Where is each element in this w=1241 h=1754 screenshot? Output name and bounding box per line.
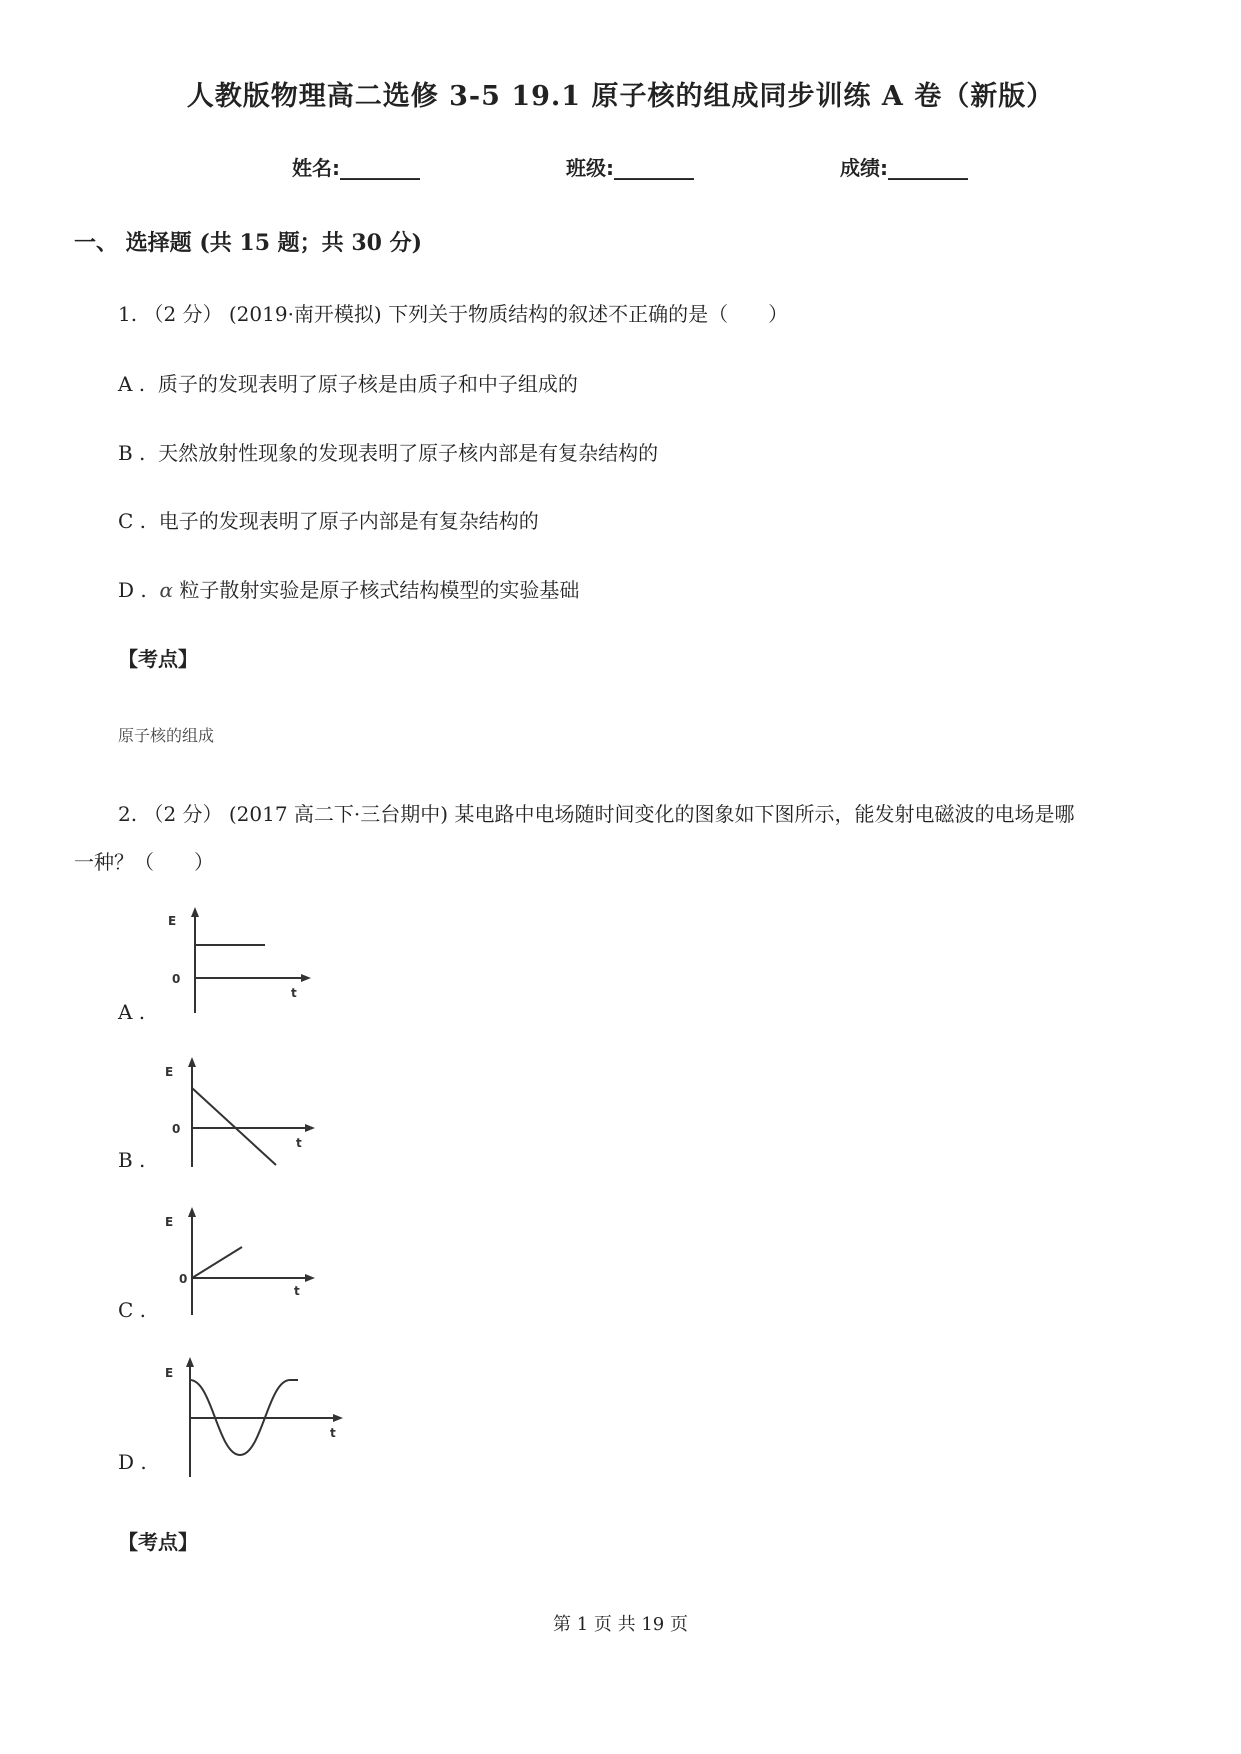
- origin-label: 0: [179, 1272, 188, 1286]
- increasing-field-line: [192, 1247, 242, 1278]
- x-axis-label: t: [291, 986, 297, 1000]
- x-axis-arrow: [305, 1124, 315, 1132]
- y-axis-arrow: [186, 1357, 194, 1367]
- q2-option-a-label[interactable]: A .: [118, 1000, 146, 1024]
- y-axis-label: E: [165, 1215, 174, 1229]
- q2-kaodian-label: 【考点】: [118, 1530, 198, 1554]
- name-field[interactable]: 姓名:________: [292, 156, 420, 180]
- page-title: 人教版物理高二选修 3-5 19.1 原子核的组成同步训练 A 卷（新版）: [186, 81, 1055, 112]
- q2-option-d-label[interactable]: D .: [118, 1450, 147, 1474]
- option-label: A .: [118, 372, 146, 396]
- q1-kaodian-label: 【考点】: [118, 647, 198, 671]
- x-axis-label: t: [330, 1426, 336, 1440]
- class-field[interactable]: 班级:________: [566, 156, 694, 180]
- q1-topic: 原子核的组成: [118, 726, 215, 745]
- alpha-symbol: α: [159, 578, 173, 602]
- question-2-stem-line2: 一种？（ ）: [74, 850, 214, 874]
- q1-option-c[interactable]: [118, 505, 539, 534]
- q2-option-b-graph[interactable]: [160, 1055, 320, 1170]
- x-axis-arrow: [301, 974, 311, 982]
- page-number: 第 1 页 共 19 页: [553, 1614, 688, 1635]
- q2-option-b-label[interactable]: B .: [118, 1148, 146, 1172]
- q2-option-d-graph[interactable]: [160, 1355, 350, 1480]
- option-text: 质子的发现表明了原子核是由质子和中子组成的: [157, 372, 578, 396]
- section-heading: 一、 选择题 (共 15 题；共 30 分): [74, 230, 423, 256]
- option-text: 粒子散射实验是原子核式结构模型的实验基础: [172, 578, 580, 602]
- option-text: 电子的发现表明了原子内部是有复杂结构的: [158, 509, 539, 533]
- y-axis-label: E: [165, 1065, 174, 1079]
- y-axis-arrow: [188, 1207, 196, 1217]
- x-axis-arrow: [333, 1414, 343, 1422]
- option-label: D .: [118, 578, 147, 602]
- x-axis-label: t: [296, 1136, 302, 1150]
- q1-option-d[interactable]: [118, 574, 579, 603]
- question-1-stem: 1. （2 分） (2019·南开模拟) 下列关于物质结构的叙述不正确的是（ ）: [118, 302, 789, 326]
- q2-option-c-graph[interactable]: [160, 1205, 320, 1320]
- y-axis-label: E: [168, 914, 177, 928]
- y-axis-arrow: [191, 907, 199, 917]
- x-axis-label: t: [294, 1284, 300, 1298]
- option-label: C .: [118, 509, 147, 533]
- decreasing-field-line: [192, 1088, 276, 1165]
- q1-option-b[interactable]: [118, 437, 658, 466]
- origin-label: 0: [172, 1122, 181, 1136]
- y-axis-arrow: [188, 1057, 196, 1067]
- option-text: 天然放射性现象的发现表明了原子核内部是有复杂结构的: [158, 441, 659, 465]
- x-axis-arrow: [305, 1274, 315, 1282]
- origin-label: 0: [172, 972, 181, 986]
- question-2-stem-line1: 2. （2 分） (2017 高二下·三台期中) 某电路中电场随时间变化的图象如下图所示，能发射电磁波的电场是哪: [118, 802, 1075, 826]
- q2-option-c-label[interactable]: C .: [118, 1298, 147, 1322]
- option-label: B .: [118, 441, 146, 465]
- y-axis-label: E: [165, 1366, 174, 1380]
- score-field[interactable]: 成绩:________: [840, 156, 968, 180]
- q1-option-a[interactable]: [118, 368, 578, 397]
- q2-option-a-graph[interactable]: [160, 905, 320, 1015]
